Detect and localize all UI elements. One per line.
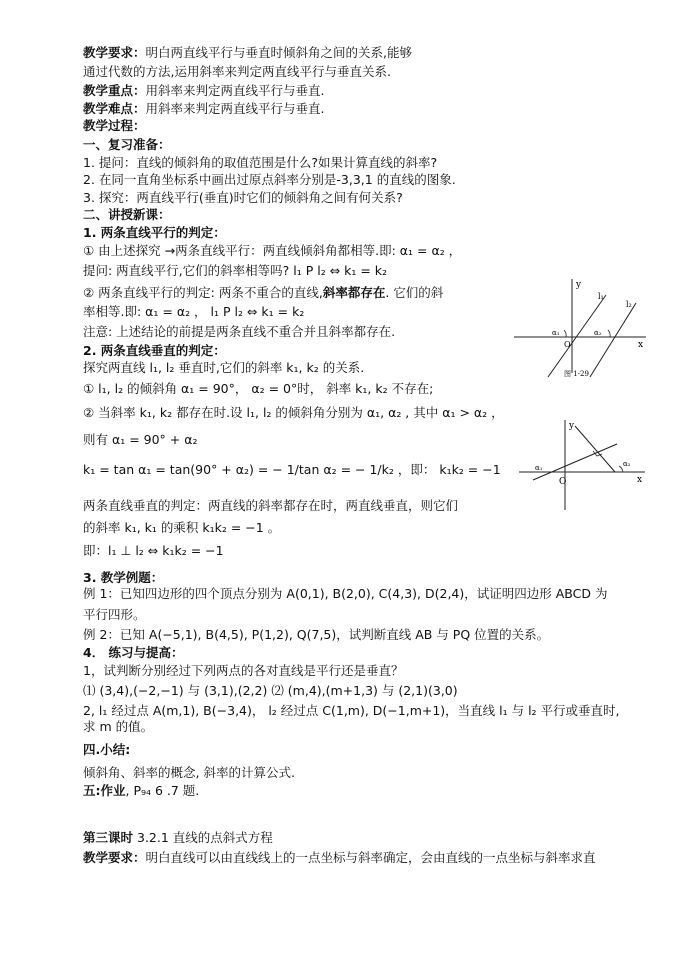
bold-label: 教学要求： xyxy=(83,45,146,60)
line-text: 例 1：已知四边形的四个顶点分别为 A(0,1), B(2,0), C(4,3), D(2,4)，试证明四边形 ABCD 为 xyxy=(83,586,608,601)
line-text: 即：l₁ ⊥ l₂ ⇔ k₁k₂ = −1 xyxy=(83,543,224,558)
bold-label: 一、复习准备： xyxy=(83,137,171,152)
text-line xyxy=(83,520,280,536)
fig1-a2-label: α₂ xyxy=(594,329,602,337)
line-text: 则有 α₁ = 90° + α₂ xyxy=(83,432,198,447)
parallel-lines-figure xyxy=(510,277,650,387)
fig2-x-label: x xyxy=(637,475,643,485)
text-line xyxy=(83,627,549,643)
fig1-y-label: y xyxy=(576,280,582,290)
line-text: , P₉₄ 6 .7 题. xyxy=(125,783,200,798)
text-line xyxy=(83,742,130,758)
text-line xyxy=(83,45,412,61)
line-text: 3. 探究：两直线平行(垂直)时它们的倾斜角之间有何关系? xyxy=(83,190,403,205)
line-text: 通过代数的方法,运用斜率来判定两直线平行与垂直关系. xyxy=(83,64,391,79)
text-line xyxy=(83,343,226,359)
line-text: ① l₁, l₂ 的倾斜角 α₁ = 90°， α₂ = 0°时， 斜率 k₁, k₂ 不存在; xyxy=(83,381,434,396)
text-line xyxy=(83,285,443,301)
line-text: 求 m 的值。 xyxy=(83,719,154,734)
fig1-l1-label: l₁ xyxy=(598,292,604,301)
line-text: 2. 在同一直角坐标系中画出过原点斜率分别是-3,3,1 的直线的图象. xyxy=(83,172,456,187)
text-line xyxy=(83,703,620,719)
bold-label: 二、讲授新课： xyxy=(83,207,171,222)
text-line xyxy=(83,172,456,188)
line-text: 的斜率 k₁, k₁ 的乘积 k₁k₂ = −1 。 xyxy=(83,520,281,535)
line-text: 例 2：已知 A(−5,1), B(4,5), P(1,2), Q(7,5)，试判断直线 AB 与 PQ 位置的关系。 xyxy=(83,627,550,642)
angle-arc-2 xyxy=(608,330,610,337)
text-line xyxy=(83,645,184,661)
line-text: 倾斜角、斜率的概念, 斜率的计算公式. xyxy=(83,765,295,780)
bold-label: 教学重点： xyxy=(83,83,146,98)
text-line xyxy=(83,586,607,602)
line-l2 xyxy=(590,303,636,377)
line-text: 注意: 上述结论的前提是两条直线不重合并且斜率都存在. xyxy=(83,324,396,339)
perpendicular-lines-figure xyxy=(515,418,650,513)
line-text: 用斜率来判定两直线平行与垂直. xyxy=(145,83,325,98)
bold-label: 4． 练习与提高： xyxy=(83,645,184,660)
fig1-x-label: x xyxy=(638,340,644,350)
line-text: ① 由上述探究 →两条直线平行：两直线倾斜角都相等.即: α₁ = α₂ ， xyxy=(83,243,462,258)
text-line xyxy=(83,64,391,80)
text-line xyxy=(83,432,197,448)
line-text-tail: . 它们的斜 xyxy=(385,285,444,300)
fig2-y-label: y xyxy=(569,421,575,431)
fig1-l2-label: l₂ xyxy=(626,300,632,309)
text-line xyxy=(83,155,437,171)
fig1-origin: O xyxy=(564,340,571,349)
line-k2 xyxy=(575,426,615,472)
text-line xyxy=(83,207,171,223)
text-line xyxy=(83,462,501,478)
line-text: 探究两直线 l₁, l₂ 垂直时,它们的斜率 k₁, k₂ 的关系. xyxy=(83,360,365,375)
text-line xyxy=(83,405,504,421)
text-line xyxy=(83,137,171,153)
text-line xyxy=(83,190,403,206)
text-line xyxy=(83,304,304,320)
line-text: 明白直线可以由直线线上的一点坐标与斜率确定，会由直线的一点坐标与斜率求直 xyxy=(145,850,596,865)
fig1-caption: 图 1-29 xyxy=(564,370,589,378)
text-line xyxy=(83,243,461,259)
text-line xyxy=(83,663,403,679)
bold-emphasis: 斜率都存在 xyxy=(322,285,386,300)
bold-label: 教学过程： xyxy=(83,118,146,133)
line-text: 提问: 两直线平行,它们的斜率相等吗? l₁ P l₂ ⇔ k₁ = k₂ xyxy=(83,263,388,278)
angle-arc-1 xyxy=(564,330,566,337)
fig1-a1-label: α₁ xyxy=(552,329,560,337)
line-text: ② 两条直线平行的判定: 两条不重合的直线, xyxy=(83,285,323,300)
bold-label: 教学难点： xyxy=(83,101,146,116)
text-line xyxy=(83,225,226,241)
bold-label: 第三课时 xyxy=(83,830,134,845)
bold-label: 2. 两条直线垂直的判定： xyxy=(83,343,226,358)
bold-label: 五:作业 xyxy=(83,783,126,798)
text-line xyxy=(83,830,273,846)
text-line xyxy=(83,101,325,117)
text-line xyxy=(83,324,395,340)
line-text: 两条直线垂直的判定：两直线的斜率都存在时，两直线垂直，则它们 xyxy=(83,498,459,513)
text-line xyxy=(83,850,596,866)
fig2-a2-label: α₂ xyxy=(623,460,631,468)
bold-label: 四.小结: xyxy=(83,742,131,757)
text-line xyxy=(83,360,364,376)
line-text: 3.2.1 直线的点斜式方程 xyxy=(133,830,273,845)
text-line xyxy=(83,83,325,99)
text-line xyxy=(83,607,146,623)
text-line xyxy=(83,765,295,781)
line-k1 xyxy=(533,444,617,480)
text-line xyxy=(83,118,146,134)
bold-label: 教学要求： xyxy=(83,850,146,865)
line-text: 1，试判断分别经过下列两点的各对直线是平行还是垂直？ xyxy=(83,663,404,678)
line-text: ② 当斜率 k₁, k₂ 都存在时.设 l₁, l₂ 的倾斜角分别为 α₁, α₂ , 其中 α₁ > α₂ ， xyxy=(83,405,504,420)
text-line xyxy=(83,263,387,279)
line-text: k₁ = tan α₁ = tan(90° + α₂) = − 1/tan α₂ = − 1/k₂ ，即： k₁k₂ = −1 xyxy=(83,462,501,477)
line-text: 平行四形。 xyxy=(83,607,146,622)
line-text: ⑴ (3,4),(−2,−1) 与 (3,1),(2,2) ⑵ (m,4),(m+1,3) 与 (2,1)(3,0) xyxy=(83,683,458,698)
line-text: 2, l₁ 经过点 A(m,1), B(−3,4)， l₂ 经过点 C(1,m), D(−1,m+1)，当直线 l₁ 与 l₂ 平行或垂直时, xyxy=(83,703,620,718)
line-text: 明白两直线平行与垂直时倾斜角之间的关系,能够 xyxy=(145,45,412,60)
bold-label: 3. 教学例题： xyxy=(83,570,164,585)
line-text: 1. 提问：直线的倾斜角的取值范围是什么?如果计算直线的斜率? xyxy=(83,155,438,170)
line-text: 率相等.即: α₁ = α₂ ， l₁ P l₂ ⇔ k₁ = k₂ xyxy=(83,304,305,319)
text-line xyxy=(83,381,433,397)
line-text: 用斜率来判定两直线平行与垂直. xyxy=(145,101,325,116)
fig2-a1-label: α₁ xyxy=(535,464,543,472)
bold-label: 1. 两条直线平行的判定： xyxy=(83,225,226,240)
text-line xyxy=(83,570,163,586)
text-line xyxy=(83,719,153,735)
text-line xyxy=(83,783,199,799)
fig2-origin: O xyxy=(559,477,567,487)
text-line xyxy=(83,543,224,559)
text-line xyxy=(83,683,458,699)
text-line xyxy=(83,498,458,514)
